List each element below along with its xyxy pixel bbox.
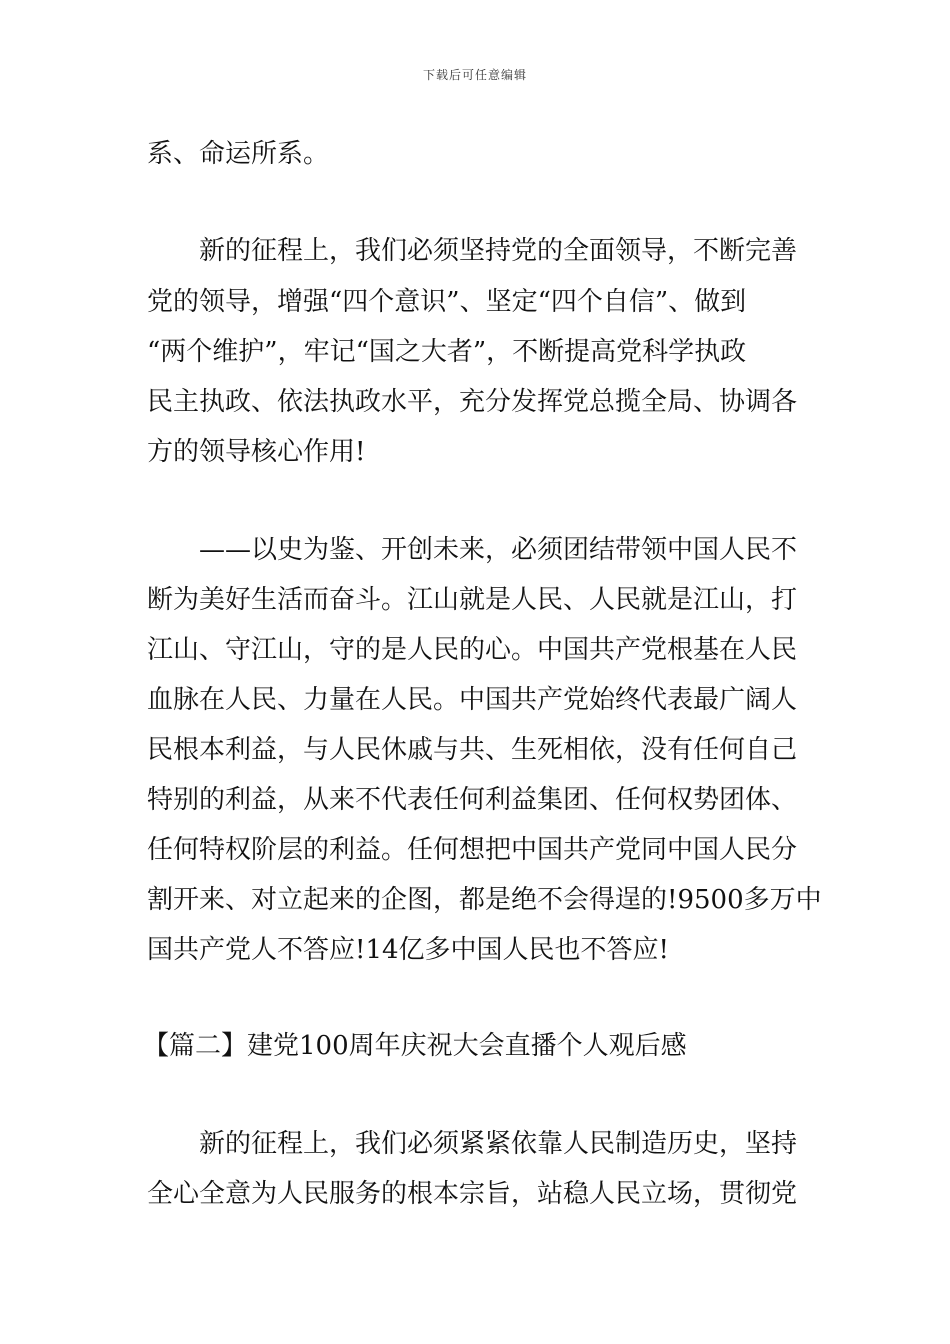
text-line: 党的领导，增强“四个意识”、坚定“四个自信”、做到 — [147, 287, 747, 317]
text-line: 方的领导核心作用! — [147, 437, 366, 467]
text-line: 民根本利益，与人民休戚与共、生死相依，没有任何自己 — [147, 735, 798, 765]
text-line: 任何特权阶层的利益。任何想把中国共产党同中国人民分 — [147, 835, 798, 865]
text-line: 系、命运所系。 — [147, 139, 330, 169]
text-line: 血脉在人民、力量在人民。中国共产党始终代表最广阔人 — [147, 685, 798, 715]
text-line: 民主执政、依法执政水平，充分发挥党总揽全局、协调各 — [147, 387, 798, 417]
text-line: 全心全意为人民服务的根本宗旨，站稳人民立场，贯彻党 — [147, 1179, 798, 1209]
text-line: 断为美好生活而奋斗。江山就是人民、人民就是江山，打 — [147, 585, 798, 615]
section-heading: 【篇二】建党100周年庆祝大会直播个人观后感 — [143, 1031, 687, 1061]
text-line: 特别的利益，从来不代表任何利益集团、任何权势团体、 — [147, 785, 798, 815]
text-line: “两个维护”，牢记“国之大者”，不断提高党科学执政 — [147, 337, 747, 367]
text-line: 江山、守江山，守的是人民的心。中国共产党根基在人民 — [147, 635, 798, 665]
text-line: 割开来、对立起来的企图，都是绝不会得逞的!9500多万中 — [147, 885, 822, 915]
paragraph-first-line: 新的征程上，我们必须紧紧依靠人民制造历史，坚持 — [199, 1129, 798, 1159]
page-header: 下载后可任意编辑 — [422, 68, 527, 82]
paragraph-first-line: 新的征程上，我们必须坚持党的全面领导，不断完善 — [199, 236, 798, 266]
text-line: 国共产党人不答应!14亿多中国人民也不答应! — [147, 935, 669, 965]
paragraph-first-line: ——以史为鉴、开创未来，必须团结带领中国人民不 — [199, 535, 798, 565]
